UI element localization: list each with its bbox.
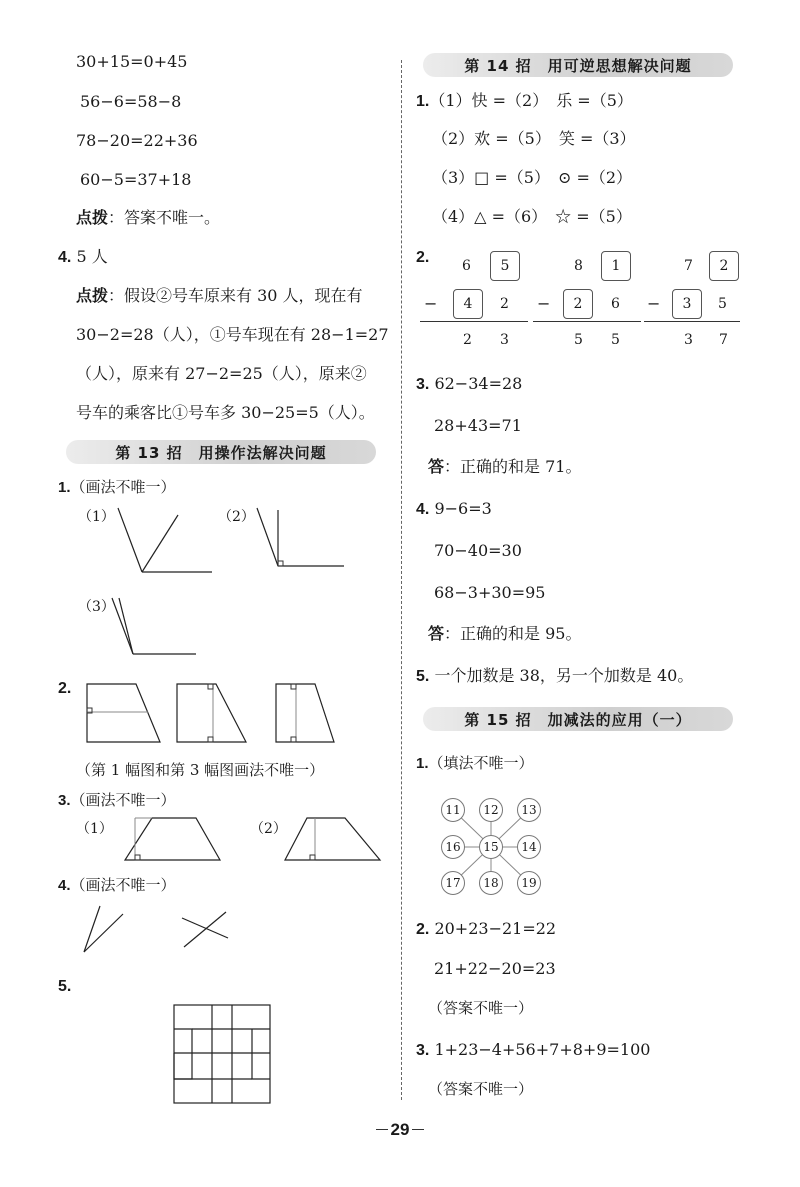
figure-label: （1）	[78, 509, 115, 525]
equation-line: 1+23−4+56+7+8+9=100	[434, 1040, 651, 1059]
equation-line: 68−3+30=95	[434, 583, 546, 602]
question-number: 5.	[58, 978, 72, 995]
answer-text: 5 人	[76, 247, 108, 266]
footer-rule	[412, 1129, 424, 1130]
question-number: 3.	[58, 792, 71, 809]
digit: 7	[719, 332, 728, 348]
digit: 6	[611, 296, 620, 312]
figure-label: （1）	[76, 821, 113, 837]
s15-question-3	[416, 1042, 650, 1059]
hint-line: 30−2=28（人），①号车现在有 28−1=27	[76, 325, 389, 344]
question-number: 3.	[416, 376, 430, 393]
equation-line: 70−40=30	[434, 541, 522, 560]
question-number: 4.	[58, 877, 71, 894]
answer-line: （3）□ =（5） ⊙ =（2）	[432, 168, 633, 187]
equation-line: 30+15=0+45	[76, 52, 188, 71]
digit: 2	[463, 332, 472, 348]
answer-box: 4	[453, 289, 483, 319]
figure-label: （2）	[218, 509, 255, 525]
question-note: （画法不唯一）	[70, 478, 176, 496]
section-banner-15: 第 15 招 加减法的应用（一）	[423, 707, 733, 731]
equation-line: 62−34=28	[434, 374, 523, 393]
answer-text: ：正确的和是 95。	[444, 624, 582, 643]
answer-box: 3	[672, 289, 702, 319]
question-number: 4.	[58, 249, 72, 266]
hint-line: 号车的乘客比①号车多 30−25=5（人）。	[76, 403, 375, 422]
question-note: （画法不唯一）	[70, 876, 176, 894]
page-footer	[372, 1121, 428, 1138]
section-banner-14: 第 14 招 用可逆思想解决问题	[423, 53, 733, 77]
digit: 3	[684, 332, 693, 348]
question-note: （填法不唯一）	[428, 754, 534, 772]
number-circle: 11	[441, 798, 465, 822]
number-circle: 15	[479, 835, 503, 859]
hint-line: （人），原来有 27−2=25（人），原来②	[76, 364, 367, 383]
question-number: 1.	[416, 755, 429, 772]
equation-line: 9−6=3	[434, 499, 492, 518]
equation-line: 78−20=22+36	[76, 131, 198, 150]
equation-line: 28+43=71	[434, 416, 522, 435]
number-circle: 19	[517, 871, 541, 895]
hint-text: ：答案不唯一。	[108, 208, 221, 227]
question-note: （画法不唯一）	[70, 791, 176, 809]
question-number: 3.	[416, 1042, 430, 1059]
question-number: 4.	[416, 501, 430, 518]
hint-label: 点拨	[76, 286, 109, 305]
minus-sign: −	[424, 294, 438, 313]
answer-text: ：正确的和是 71。	[444, 457, 582, 476]
answer-line: （2）欢 =（5） 笑 =（3）	[432, 129, 636, 148]
section-banner-13: 第 13 招 用操作法解决问题	[66, 440, 376, 464]
hint-text: ：假设②号车原来有 30 人，现在有	[108, 286, 363, 305]
question-note: （答案不唯一）	[428, 999, 534, 1017]
number-circle: 13	[517, 798, 541, 822]
number-circle: 14	[517, 835, 541, 859]
answer-box: 5	[490, 251, 520, 281]
figure-label: （3）	[78, 599, 115, 615]
digit: 8	[574, 258, 583, 274]
digit: 3	[500, 332, 509, 348]
answer-box: 1	[601, 251, 631, 281]
minus-sign: −	[537, 294, 551, 313]
answer-box: 2	[709, 251, 739, 281]
digit: 2	[500, 296, 509, 312]
question-number: 1.	[58, 479, 71, 496]
page-number: 29	[390, 1120, 410, 1139]
answer-line: （4）△ =（6） ☆ =（5）	[432, 207, 632, 226]
equation-line: 21+22−20=23	[434, 959, 556, 978]
number-circle: 12	[479, 798, 503, 822]
answer-text: 一个加数是 38，另一个加数是 40。	[434, 666, 694, 685]
answer-label: 答	[428, 624, 445, 643]
s15-question-2	[416, 921, 556, 938]
equation-line: 20+23−21=22	[434, 919, 557, 938]
number-circle: 18	[479, 871, 503, 895]
answer-box: 2	[563, 289, 593, 319]
digit: 6	[462, 258, 471, 274]
answer-label: 答	[428, 457, 445, 476]
digit: 7	[684, 258, 693, 274]
s13-q2-note: （第 1 幅图和第 3 幅图画法不唯一）	[76, 761, 325, 779]
hint-label: 点拨	[76, 208, 109, 227]
number-circle: 17	[441, 871, 465, 895]
question-number: 2.	[416, 921, 430, 938]
question-number: 5.	[416, 668, 430, 685]
number-circle: 16	[441, 835, 465, 859]
equation-line: 56−6=58−8	[80, 92, 182, 111]
equation-line: 60−5=37+18	[80, 170, 192, 189]
answer-line: （1）快 =（2） 乐 =（5）	[429, 91, 633, 110]
digit: 5	[718, 296, 727, 312]
question-number: 2.	[416, 249, 430, 266]
digit: 5	[574, 332, 583, 348]
digit: 5	[611, 332, 620, 348]
figure-label: （2）	[250, 821, 287, 837]
footer-rule	[376, 1129, 388, 1130]
question-number: 1.	[416, 93, 430, 110]
question-number: 2.	[58, 680, 72, 697]
question-note: （答案不唯一）	[428, 1080, 534, 1098]
minus-sign: −	[647, 294, 661, 313]
